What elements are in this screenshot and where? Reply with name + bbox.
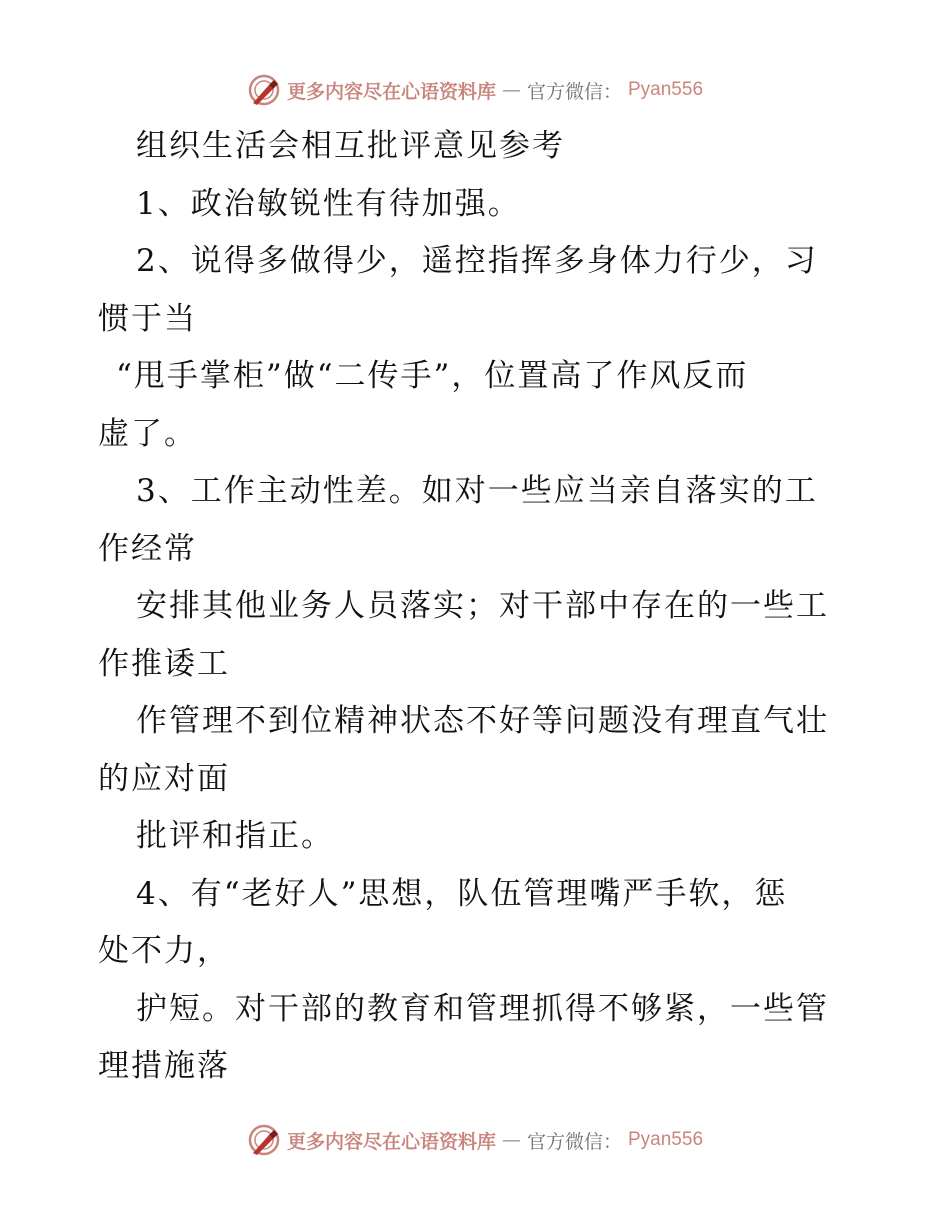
paragraph-line: 2、说得多做得少，遥控指挥多身体力行少，习	[136, 243, 818, 279]
paragraph-line: “甩手掌柜”做“二传手”，位置高了作风反而	[116, 358, 749, 394]
paragraph-line: 1、政治敏锐性有待加强。	[136, 185, 521, 222]
banner-dash: —	[501, 1129, 521, 1151]
paragraph-line: 作管理不到位精神状态不好等问题没有理直气壮	[136, 703, 829, 739]
banner-wechat-label: 官方微信：	[526, 80, 622, 103]
footer-banner	[0, 1120, 950, 1160]
paragraph-line: 护短。对干部的教育和管理抓得不够紧，一些管	[136, 990, 829, 1027]
paragraph-line: 作推诿工	[98, 645, 230, 682]
banner-wechat-label: 官方微信：	[526, 1130, 622, 1153]
pen-logo-icon	[247, 1123, 281, 1157]
document-title: 组织生活会相互批评意见参考	[136, 128, 565, 164]
paragraph-line: 3、工作主动性差。如对一些应当亲自落实的工	[136, 473, 818, 509]
pen-logo-icon	[247, 73, 281, 107]
banner-wechat-id: Pyan556	[628, 79, 704, 100]
paragraph-line: 作经常	[98, 530, 197, 567]
paragraph-line: 安排其他业务人员落实；对干部中存在的一些工	[136, 588, 829, 624]
paragraph-line: 理措施落	[98, 1048, 230, 1084]
banner-main-text: 更多内容尽在心语资料库	[286, 1130, 496, 1153]
paragraph-line: 惯于当	[98, 300, 197, 337]
paragraph-line: 虚了。	[98, 415, 197, 452]
banner-wechat-id: Pyan556	[628, 1129, 704, 1150]
paragraph-line: 批评和指正。	[136, 818, 334, 854]
header-banner	[0, 70, 950, 110]
paragraph-line: 4、有“老好人”思想，队伍管理嘴严手软，惩	[136, 875, 788, 912]
paragraph-line: 处不力，	[98, 933, 230, 969]
paragraph-line: 的应对面	[98, 760, 230, 797]
banner-dash: —	[501, 79, 521, 101]
banner-main-text: 更多内容尽在心语资料库	[286, 80, 496, 103]
document-body	[98, 118, 858, 1096]
